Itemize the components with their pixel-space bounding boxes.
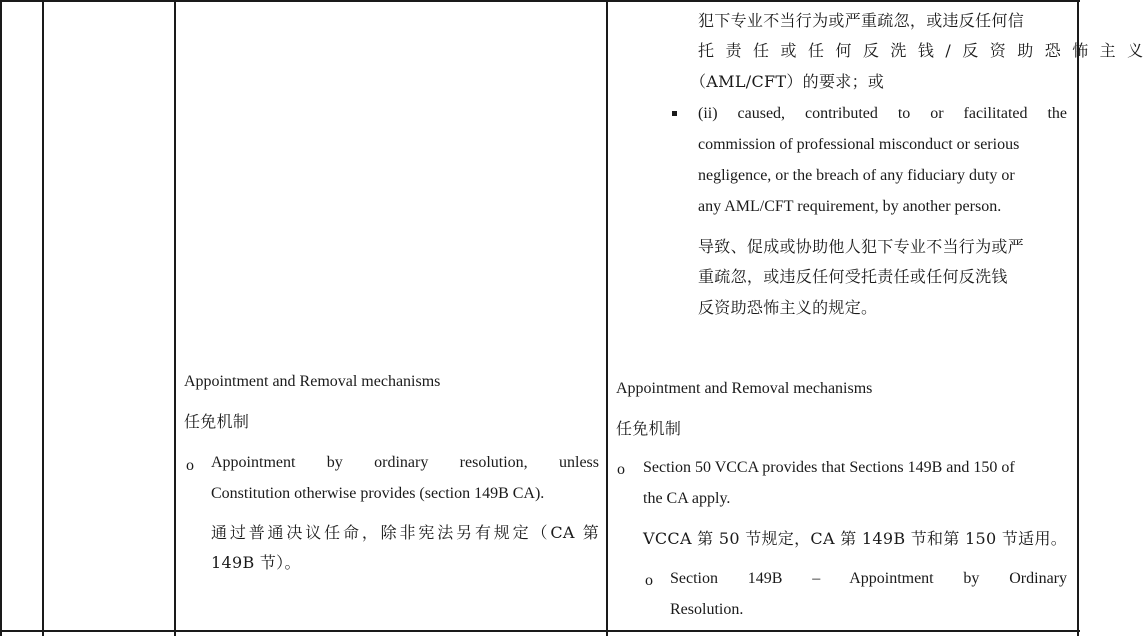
en-text-line: any AML/CFT requirement, by another person. <box>698 198 1002 215</box>
zh-text-line: 重疏忽，或违反任何受托责任或任何反洗钱 <box>698 267 1008 286</box>
bullet-text-zh-line: 149B 节）。 <box>211 553 301 572</box>
table-border-bottom <box>0 630 1080 632</box>
en-text-line: (ii) caused, contributed to or facilitated the <box>698 105 1067 122</box>
zh-text-line: 犯下专业不当行为或严重疏忽，或违反任何信 <box>698 11 1025 30</box>
section-heading-zh: 任免机制 <box>616 419 682 438</box>
zh-text-line: 导致、促成或协助他人犯下专业不当行为或严 <box>698 237 1025 256</box>
column-divider-1 <box>42 0 44 636</box>
bullet-text-line: Appointment by ordinary resolution, unless <box>211 454 599 471</box>
bullet-text-zh-line: VCCA 第 50 节规定，CA 第 149B 节和第 150 节适用。 <box>643 529 1068 548</box>
en-text-line: commission of professional misconduct or serious <box>698 136 1020 153</box>
en-text-line: negligence, or the breach of any fiduciary duty or <box>698 167 1015 184</box>
table-border-top <box>0 0 1080 2</box>
zh-text-line: 托 责 任 或 任 何 反 洗 钱 / 反 资 助 恐 怖 主 义 <box>698 41 1146 60</box>
table-border-left <box>0 0 2 636</box>
circle-bullet-icon: o <box>645 572 653 589</box>
sub-bullet-text-line: Section 149B – Appointment by Ordinary <box>670 570 1067 587</box>
bullet-text-line: Constitution otherwise provides (section 149B CA). <box>211 485 545 502</box>
section-heading-zh: 任免机制 <box>184 412 250 431</box>
table-border-right <box>1077 0 1079 636</box>
zh-text-line: 反资助恐怖主义的规定。 <box>698 298 878 317</box>
sub-bullet-text-line: Resolution. <box>670 601 744 618</box>
section-heading: Appointment and Removal mechanisms <box>184 373 441 390</box>
column-divider-3 <box>606 0 608 636</box>
bullet-text-line: Section 50 VCCA provides that Sections 149B and 150 of <box>643 459 1015 476</box>
column-divider-2 <box>174 0 176 636</box>
circle-bullet-icon: o <box>186 457 194 474</box>
bullet-text-zh-line: 通过普通决议任命，除非宪法另有规定（CA 第 <box>211 523 599 542</box>
section-heading: Appointment and Removal mechanisms <box>616 380 873 397</box>
square-bullet-icon <box>672 111 677 116</box>
bullet-text-line: the CA apply. <box>643 490 731 507</box>
circle-bullet-icon: o <box>617 461 625 478</box>
zh-text-line: （AML/CFT）的要求；或 <box>690 72 885 91</box>
